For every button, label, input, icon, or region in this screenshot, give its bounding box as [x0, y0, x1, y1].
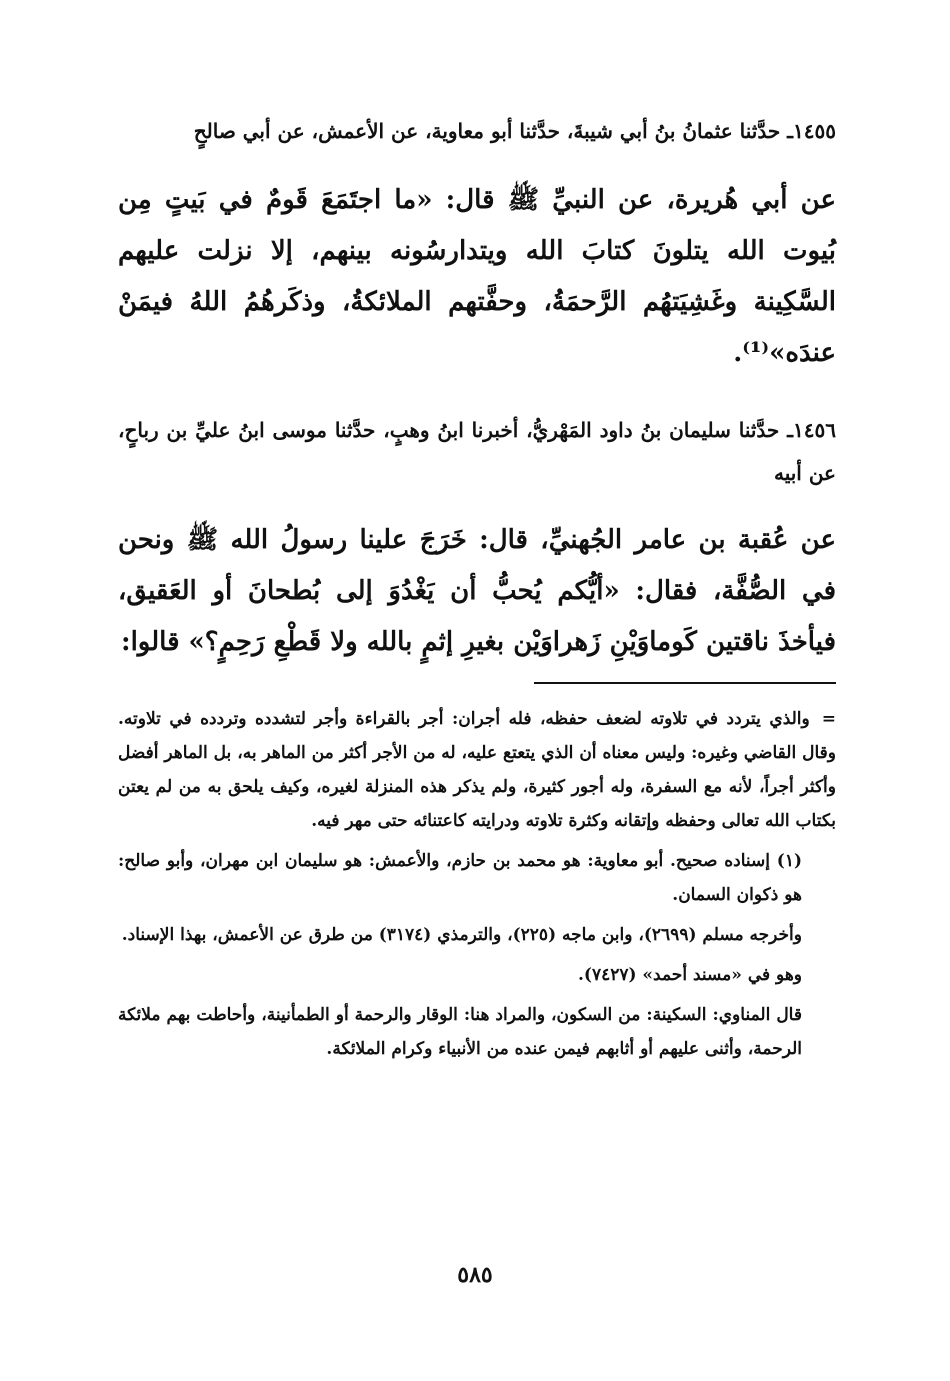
footnote-1-takhrij: وأخرجه مسلم (٢٦٩٩)، وابن ماجه (٢٢٥)، والترمذي (٣١٧٤) من طرق عن الأعمش، بهذا الإسناد. [121, 925, 802, 945]
hadith-1455-dash: ـ [780, 119, 794, 143]
footnote-separator [534, 682, 836, 684]
hadith-1456-isnad [118, 409, 836, 495]
footnote-1-munawi: قال المناوي: السكينة: من السكون، والمراد هنا: الوقار والرحمة أو الطمأنينة، وأحاطت بهم ملائكة الرحمة، وأثنى عليهم أو أثابهم فيمن عنده من الأنبياء وكرام الملائكة. [118, 1005, 802, 1059]
footnote-1: (١) إسناده صحيح. أبو معاوية: هو محمد بن حازم، والأعمش: هو سليمان ابن مهران، وأبو صالح: هو ذكوان السمان. [118, 851, 802, 905]
hadith-1455-isnad-text: حدَّثنا عثمانُ بنُ أبي شيبةَ، حدَّثنا أبو معاوية، عن الأعمش، عن أبي صالحٍ [193, 119, 781, 143]
hadith-1456-dash: ـ [779, 418, 794, 442]
hadith-1456-matn: عن عُقبة بن عامر الجُهنيِّ، قال: خَرَجَ علينا رسولُ الله ﷺ ونحن في الصُّفَّة، فقال: «أيُّكم يُحبُّ أن يَغْدُوَ إلى بُطحانَ أو العَقيق، فيأخذَ ناقتين كَوماوَيْنِ زَهراوَيْن بغيرِ إثمٍ بالله ولا قَطْعِ رَحِمٍ؟» قالوا: [118, 525, 836, 657]
hadith-1455-matn: عن أبي هُريرة، عن النبيِّ ﷺ قال: «ما اجتَمَعَ قَومٌ في بَيتٍ مِن بُيوت الله يتلونَ كتابَ الله ويتدارسُونه بينهم، إلا نزلت عليهم السَّكِينة وغَشِيَتهُم الرَّحمَةُ، وحفَّتهم الملائكةُ، وذكَرهُمُ اللهُ فيمَنْ عندَه»⁽¹⁾. [118, 185, 836, 368]
page-number: ٥٨٥ [457, 1262, 493, 1288]
hadith-1456-number: ١٤٥٦ [793, 418, 836, 442]
hadith-1455-isnad [118, 110, 836, 153]
footnote-continuation [118, 702, 836, 838]
hadith-1455-number: ١٤٥٥ [793, 119, 836, 143]
footnote-1-musnad: وهو في «مسند أحمد» (٧٤٢٧). [577, 965, 802, 985]
footnote-continuation-text: والذي يتردد في تلاوته لضعف حفظه، فله أجران: أجر بالقراءة وأجر لتشدده وتردده في تلاوته. وقال القاضي وغيره: وليس معناه أن الذي يتعتع عليه، له من الأجر أكثر من الماهر به، بل الماهر أفضل وأكثر أجراً، لأنه مع السفرة، وله أجور كثيرة، ولم يذكر هذه المنزلة لغيره، وكيف يلحق به من لم يعتن بكتاب الله تعالى وحفظه وإتقانه وكثرة تلاوته ودرايته كاعتنائه حتى مهر فيه. [118, 709, 836, 831]
continuation-mark: = [821, 709, 836, 729]
footnotes [118, 702, 836, 1066]
hadith-1456-isnad-text: حدَّثنا سليمان بنُ داود المَهْريُّ، أخبرنا ابنُ وهبٍ، حدَّثنا موسى ابنُ عليِّ بن رباحٍ، عن أبيه [118, 418, 836, 485]
book-page [118, 110, 836, 1066]
